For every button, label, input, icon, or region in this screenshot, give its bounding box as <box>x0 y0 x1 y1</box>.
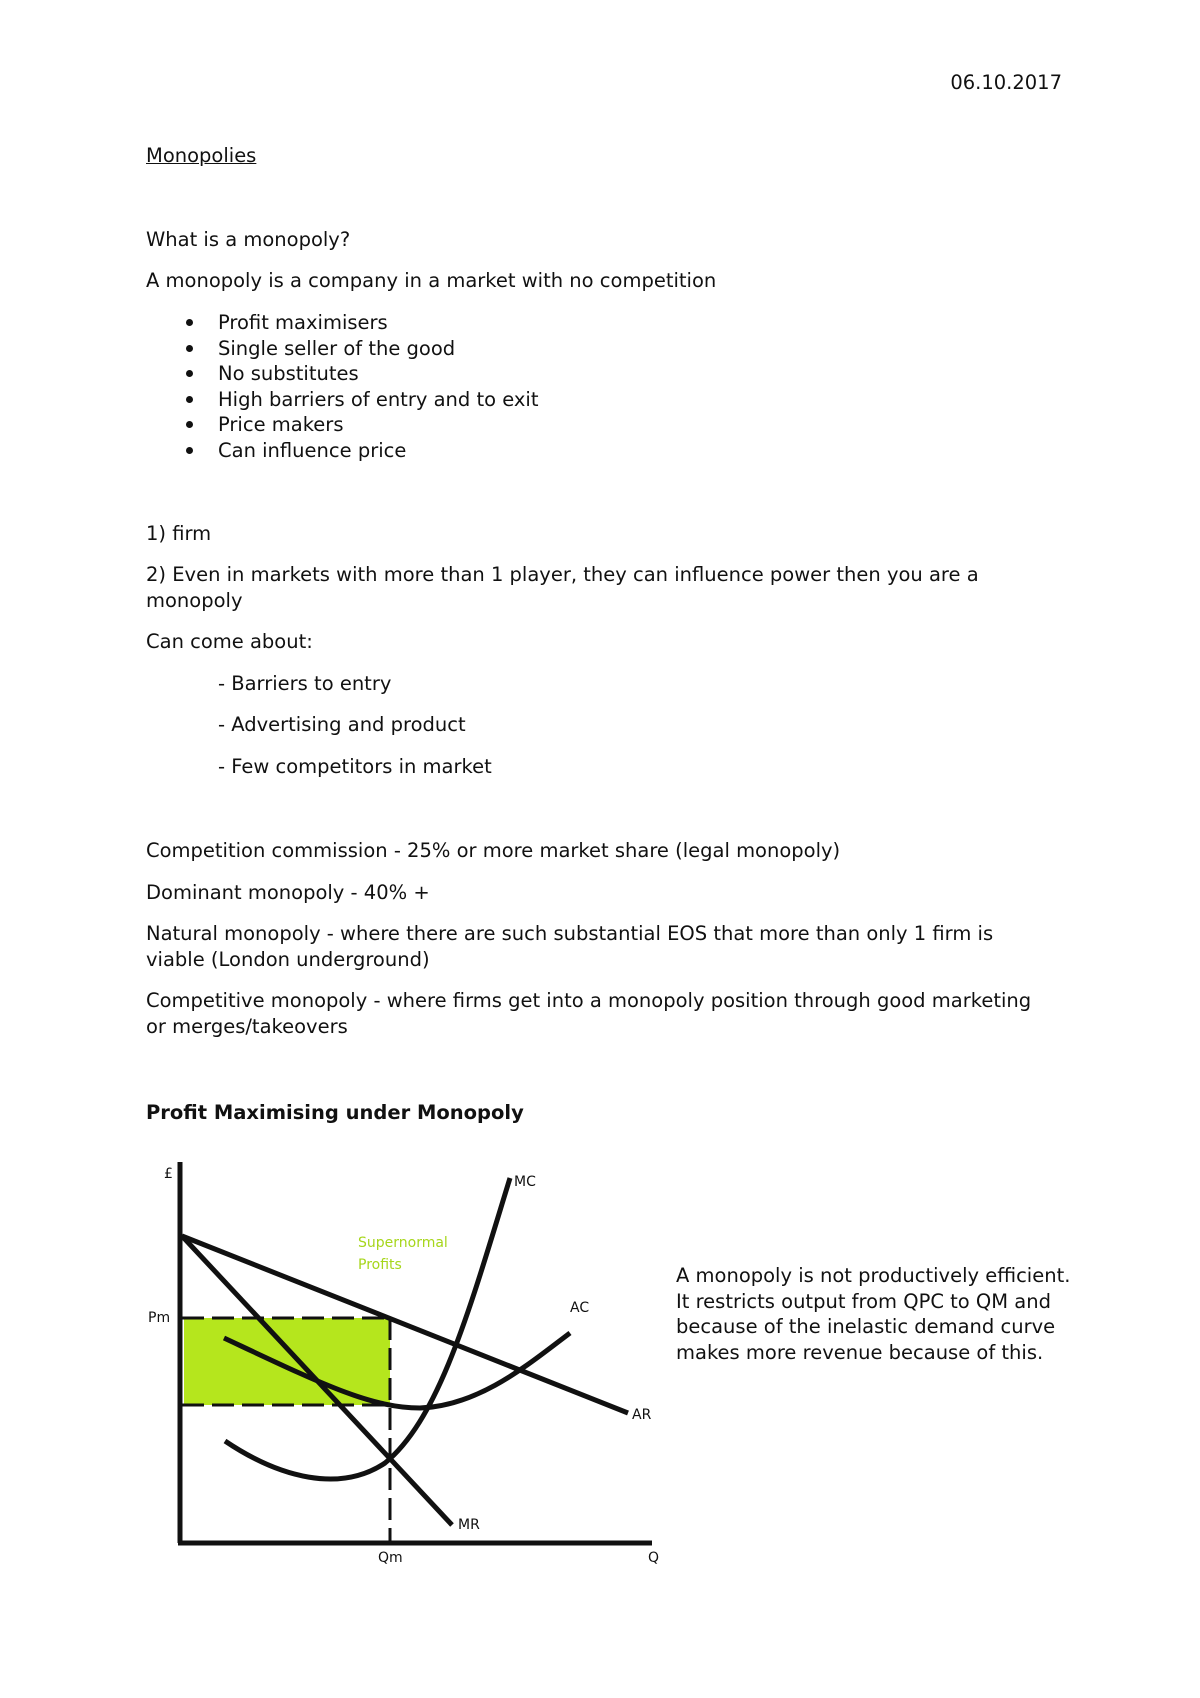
point-one: 1) firm <box>146 522 212 545</box>
list-item: No substitutes <box>146 361 539 387</box>
list-item: Single seller of the good <box>146 336 539 362</box>
page-title: Monopolies <box>146 144 257 167</box>
can-come-about-label: Can come about: <box>146 630 313 653</box>
profit-label-line2: Profits <box>358 1257 402 1273</box>
bullet-icon <box>186 370 193 377</box>
definition-text: A monopoly is a company in a market with no competition <box>146 269 717 292</box>
list-item: Can influence price <box>146 438 539 464</box>
x-axis-label: Q <box>648 1550 660 1566</box>
supernormal-profit-area <box>184 1318 390 1405</box>
point-two: 2) Even in markets with more than 1 player, they can influence power then you are a monopoly <box>146 563 979 612</box>
mr-label: MR <box>458 1517 480 1533</box>
mc-label: MC <box>514 1174 536 1190</box>
profit-label-line1: Supernormal <box>358 1235 448 1251</box>
cause-item: - Barriers to entry <box>218 672 392 695</box>
section-heading: Profit Maximising under Monopoly <box>146 1101 524 1124</box>
ac-label: AC <box>570 1300 590 1316</box>
list-item: Profit maximisers <box>146 310 539 336</box>
bullet-icon <box>186 319 193 326</box>
bullet-icon <box>186 396 193 403</box>
competitive-monopoly-text: Competitive monopoly - where firms get into a monopoly position through good marketing or merges/takeovers <box>146 989 1032 1038</box>
cause-item: - Advertising and product <box>218 713 466 736</box>
bullet-icon <box>186 345 193 352</box>
question-text: What is a monopoly? <box>146 228 351 251</box>
list-item: Price makers <box>146 412 539 438</box>
bullet-icon <box>186 447 193 454</box>
ar-label: AR <box>632 1407 652 1423</box>
characteristics-list <box>146 310 539 463</box>
natural-monopoly-text: Natural monopoly - where there are such substantial EOS that more than only 1 firm is viable (London underground) <box>146 922 994 971</box>
price-label: Pm <box>148 1310 171 1326</box>
cause-item: - Few competitors in market <box>218 755 492 778</box>
quantity-label: Qm <box>378 1550 403 1566</box>
diagram-explanation: A monopoly is not productively efficient. It restricts output from QPC to QM and because of the inelastic demand curve makes more revenue because of this. <box>676 1264 1071 1364</box>
list-item: High barriers of entry and to exit <box>146 387 539 413</box>
competition-commission-text: Competition commission - 25% or more market share (legal monopoly) <box>146 839 841 862</box>
y-axis-label: £ <box>164 1166 173 1182</box>
monopoly-diagram <box>140 1158 660 1578</box>
bullet-icon <box>186 421 193 428</box>
dominant-monopoly-text: Dominant monopoly - 40% + <box>146 881 430 904</box>
document-date: 06.10.2017 <box>950 71 1062 94</box>
